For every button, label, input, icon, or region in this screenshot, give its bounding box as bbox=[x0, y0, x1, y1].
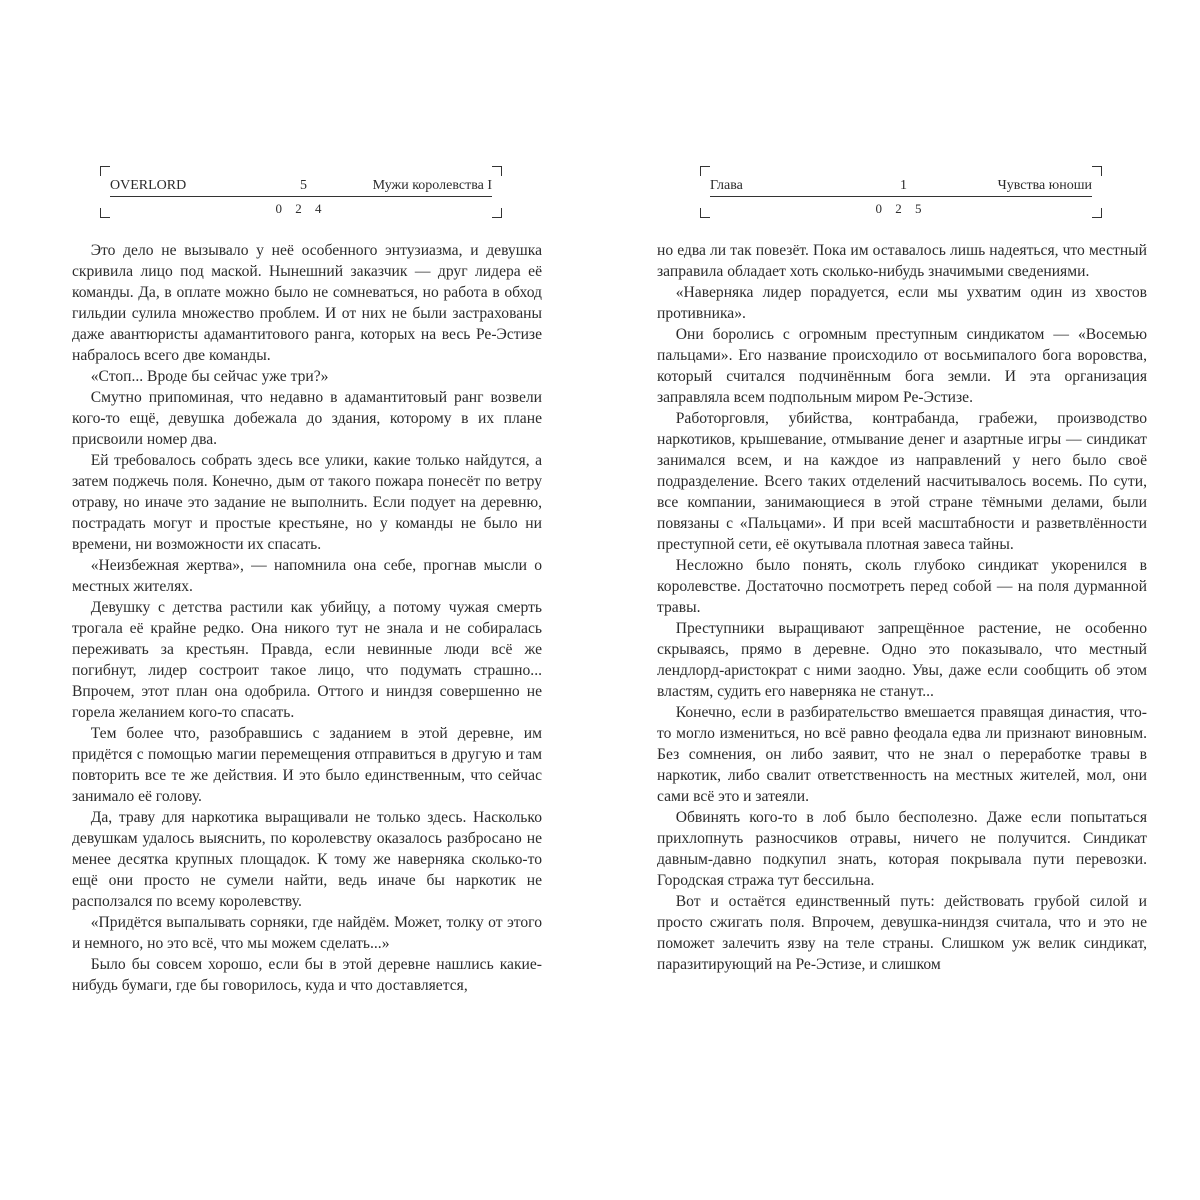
chapter-label: Глава bbox=[710, 178, 743, 193]
paragraph: «Наверняка лидер порадуется, если мы ухватим один из хвостов противника». bbox=[657, 284, 1147, 322]
paragraph: Девушку с детства растили как убийцу, а потому чужая смерть трогала её крайне редко. Она никого тут не знала и не собиралась переживать за крестьян. Правда, если невинные люди всё же погибнут, лидер состроит такое лицо, что подумать страшно... Впрочем, этот план она одобрила. Оттого и ниндзя совершенно не горела желанием кого-то спасать. bbox=[72, 599, 542, 721]
page-number: 0 2 5 bbox=[875, 201, 927, 216]
paragraph: Они боролись с огромным преступным синдикатом — «Восемью пальцами». Его название происходило от восьмипалого бога воровства, который считался подчинённым бога земли. И эта организация заправляла всем подпольным миром Ре-Эстизе. bbox=[657, 326, 1147, 406]
page-number: 0 2 4 bbox=[275, 201, 327, 216]
chapter-title: Чувства юноши bbox=[997, 178, 1092, 193]
header-rule bbox=[710, 196, 1092, 197]
paragraph: «Придётся выпалывать сорняки, где найдём. Может, толку от этого и немного, но это всё, что мы можем сделать...» bbox=[72, 914, 542, 952]
corner-mark bbox=[100, 166, 110, 176]
chapter-number: 1 bbox=[900, 178, 907, 193]
corner-mark bbox=[700, 166, 710, 176]
paragraph: Вот и остаётся единственный путь: действовать грубой силой и просто сжигать поля. Впрочем, девушка-ниндзя считала, что и это не поможет залечить язву на теле страны. Слишком уж велик синдикат, паразитирующий на Ре-Эстизе, и слишком bbox=[657, 893, 1147, 973]
corner-mark bbox=[1092, 166, 1102, 176]
paragraph: Тем более что, разобравшись с заданием в этой деревне, им придётся с помощью магии перемещения отправиться в другую и там повторить все те же действия. И это было единственным, что сейчас занимало её голову. bbox=[72, 725, 542, 805]
paragraph: Конечно, если в разбирательство вмешается правящая династия, что-то могло измениться, но всё равно феодала едва ли признают виновным. Без сомнения, он либо заявит, что не знал о переработке травы в наркотик, либо свалит ответственность на местных жителей, мол, они сами всё это и затеяли. bbox=[657, 704, 1147, 805]
right-page bbox=[600, 0, 1200, 1200]
paragraph: Преступники выращивают запрещённое растение, не особенно скрываясь, прямо в деревне. Одно это показывало, что местный лендлорд-аристократ с ними заодно. Увы, даже если сообщить об этом властям, судить его наверняка не станут... bbox=[657, 620, 1147, 700]
running-header bbox=[700, 166, 1102, 218]
paragraph: «Стоп... Вроде бы сейчас уже три?» bbox=[90, 368, 329, 385]
volume-number: 5 bbox=[300, 178, 307, 193]
volume-title: Мужи королевства I bbox=[372, 178, 492, 193]
paragraph: Это дело не вызывало у неё особенного энтузиазма, и девушка скривила лицо под маской. Нынешний заказчик — друг лидера её команды. Да, в оплате можно было не сомневаться, но работа в обход гильдии сулила множество проблем. И от них не были застрахованы даже авантюристы адамантитового ранга, которых на весь Ре-Эстизе набралось всего две команды. bbox=[72, 242, 542, 364]
paragraph: Несложно было понять, сколь глубоко синдикат укоренился в королевстве. Достаточно посмотреть перед собой — на поля дурманной травы. bbox=[657, 557, 1147, 616]
page-body bbox=[72, 240, 542, 996]
series-title: OVERLORD bbox=[110, 178, 187, 193]
paragraph: Было бы совсем хорошо, если бы в этой деревне нашлись какие-нибудь бумаги, где бы говорилось, куда и что доставляется, bbox=[72, 956, 542, 994]
continued-paragraph: но едва ли так повезёт. Пока им оставалось лишь надеяться, что местный заправила обладает хоть сколько-нибудь значимыми сведениями. bbox=[657, 242, 1147, 280]
paragraph: «Неизбежная жертва», — напомнила она себе, прогнав мысли о местных жителях. bbox=[72, 557, 542, 595]
corner-mark bbox=[492, 166, 502, 176]
paragraph: Ей требовалось собрать здесь все улики, какие только найдутся, а затем поджечь поля. Конечно, дым от такого пожара понесёт по ветру отраву, но иначе это задание не выполнить. Если подует на деревню, пострадать могут и простые крестьяне, но у команды не было ни времени, ни возможности их спасать. bbox=[72, 452, 542, 553]
header-rule bbox=[110, 196, 492, 197]
paragraph: Обвинять кого-то в лоб было бесполезно. Даже если попытаться прихлопнуть разносчиков отравы, ничего не получится. Синдикат давным-давно подкупил знать, которая покрывала пути перевозки. Городская стража тут бессильна. bbox=[657, 809, 1147, 889]
paragraph: Смутно припоминая, что недавно в адамантитовый ранг возвели кого-то ещё, девушка добежала до здания, которому в их плане присвоили номер два. bbox=[72, 389, 542, 448]
paragraph: Да, траву для наркотика выращивали не только здесь. Насколько девушкам удалось выяснить, по королевству оказалось разбросано не менее десятка крупных площадок. К тому же наверняка сколько-то ещё они просто не сумели найти, ведь иначе бы наркотик не расползался по всему королевству. bbox=[72, 809, 542, 910]
running-header bbox=[100, 166, 502, 218]
paragraph: Работорговля, убийства, контрабанда, грабежи, производство наркотиков, крышевание, отмывание денег и азартные игры — синдикат занимался всем, и на каждое из направлений у него было своё подразделение. Всего таких отделений насчитывалось восемь. По сути, все компании, занимающиеся в этой стране тёмными делами, были повязаны с «Пальцами». И при всей масштабности и разветвлённости преступной сети, её окутывала плотная завеса тайны. bbox=[657, 410, 1147, 553]
page-body bbox=[657, 240, 1147, 975]
